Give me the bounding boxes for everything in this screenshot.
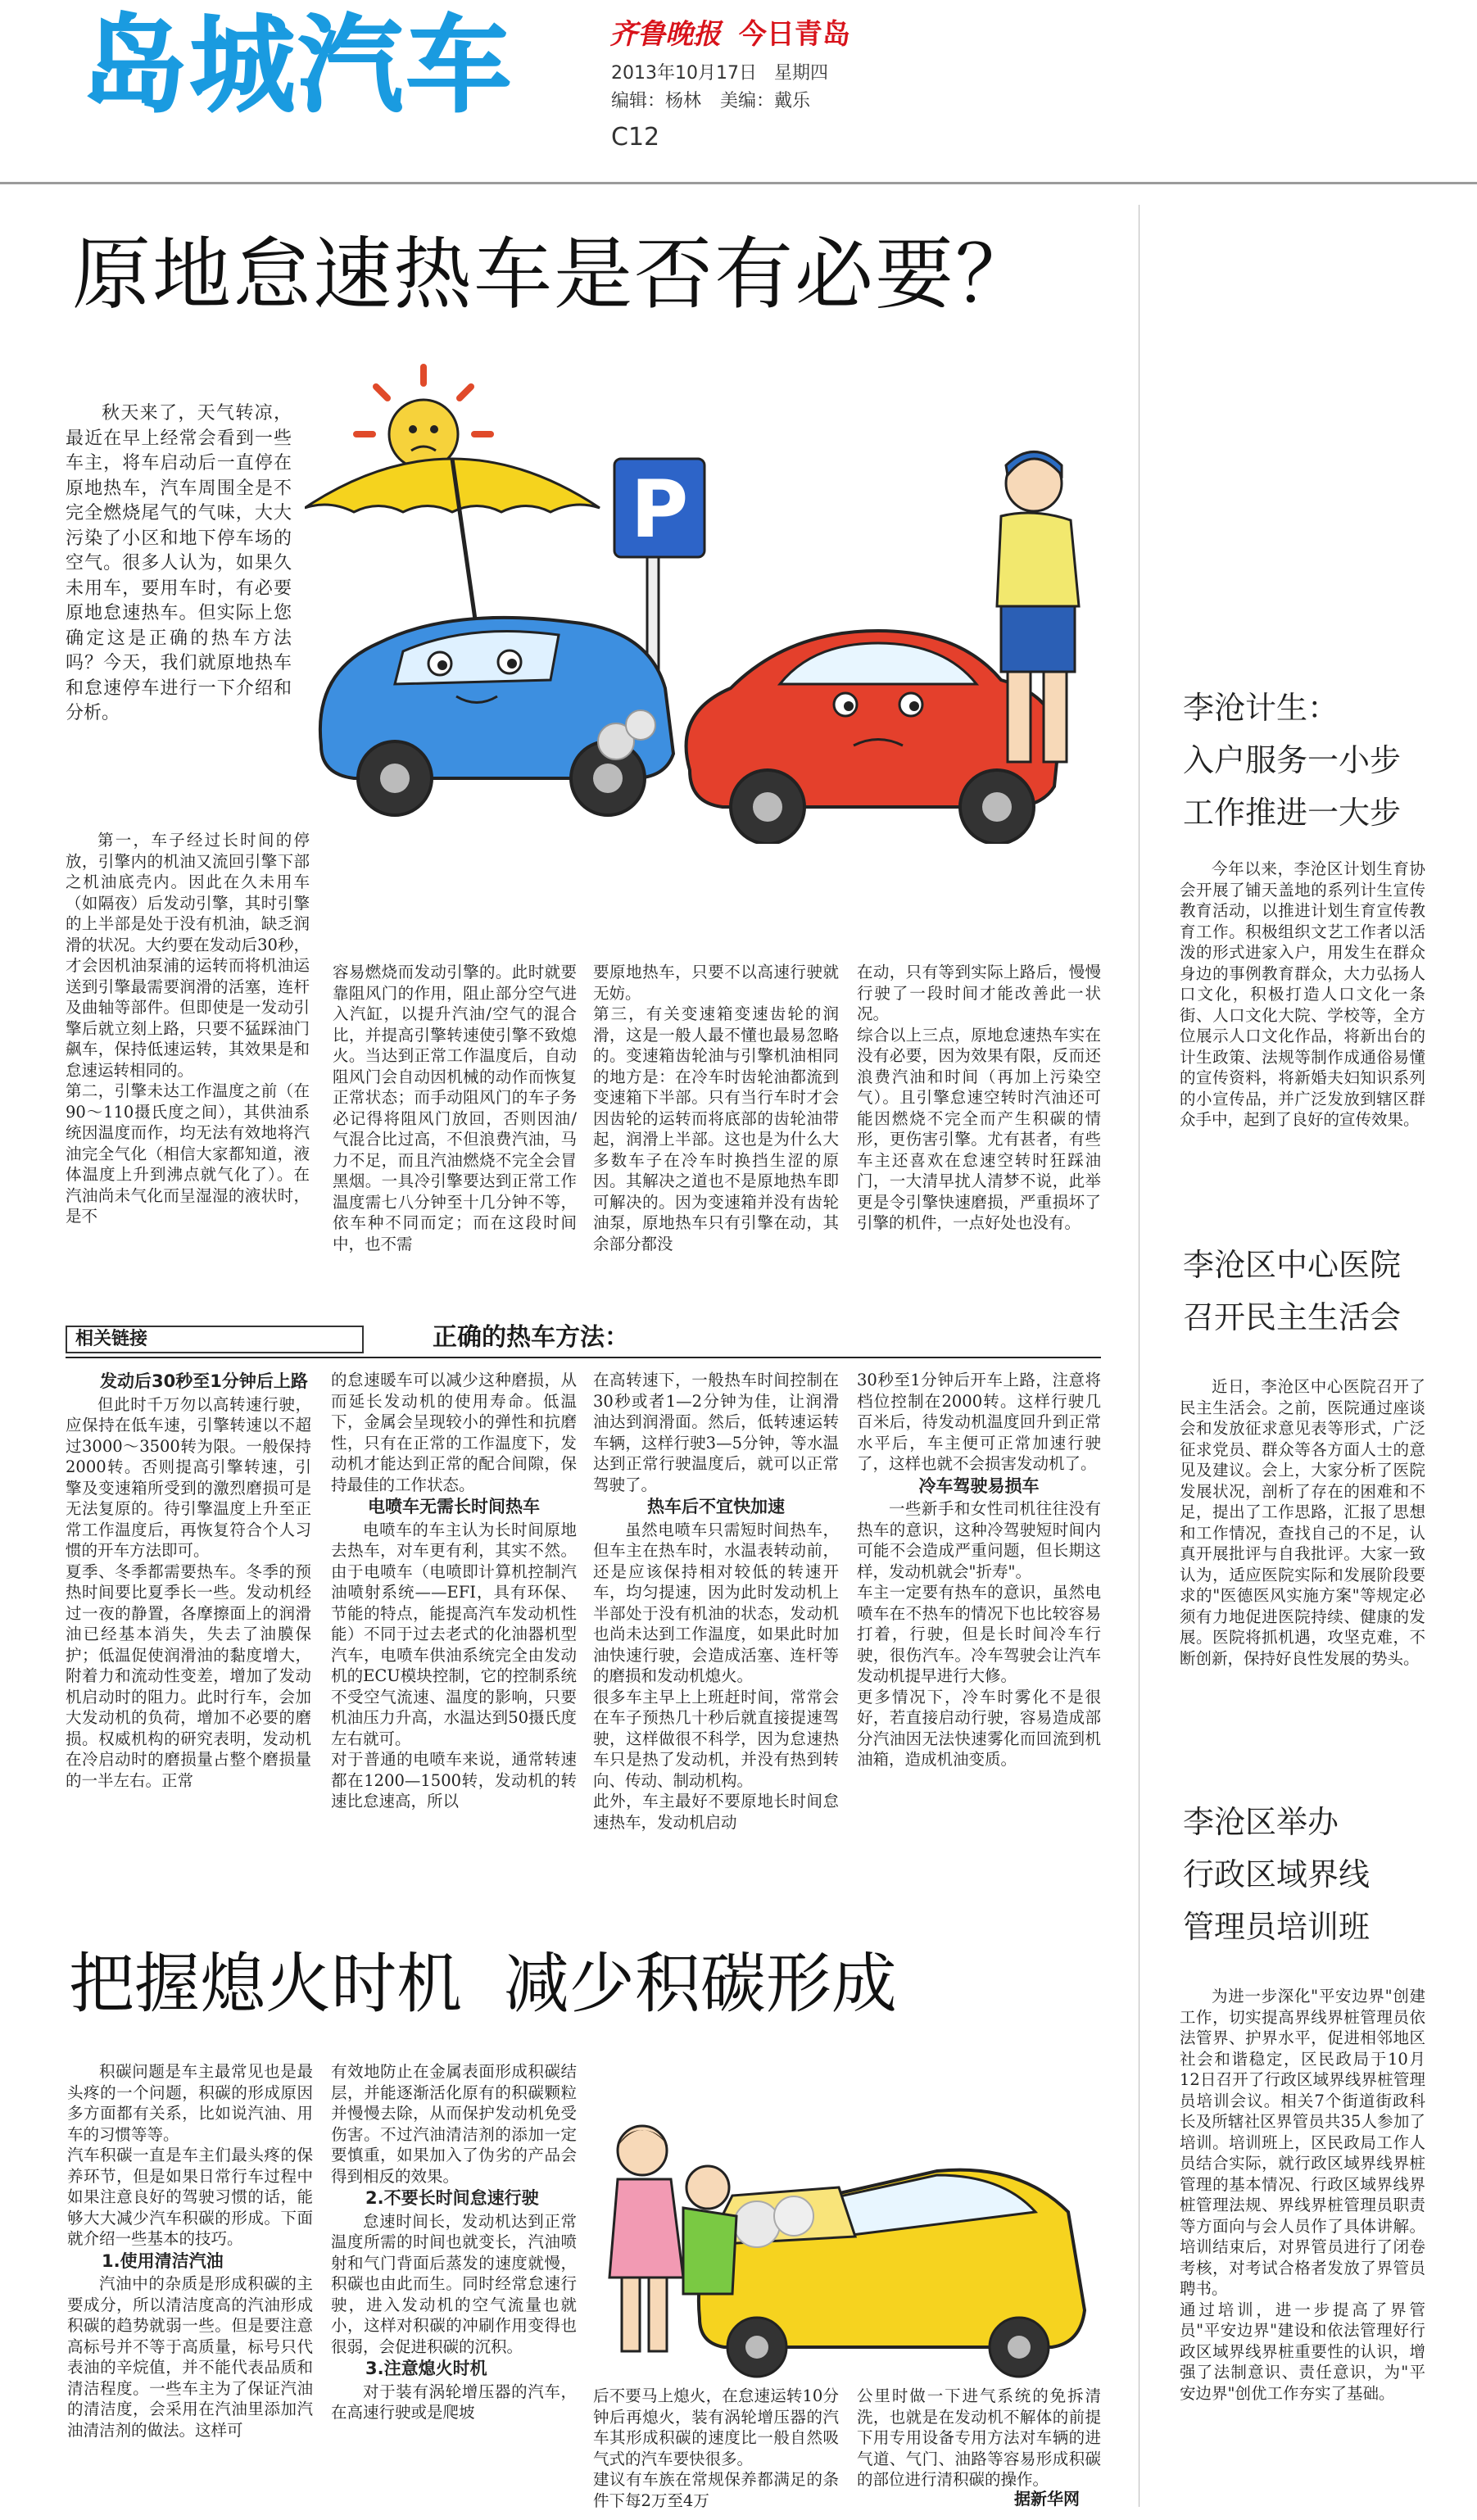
related-col2-heading: 电喷车无需长时间热车 bbox=[368, 1497, 540, 1516]
editor: 编辑：杨林 bbox=[611, 91, 702, 111]
article2-source: 据新华网 bbox=[1014, 2489, 1080, 2509]
related-col1-heading: 发动后30秒至1分钟后上路 bbox=[100, 1371, 308, 1391]
article1-col1 bbox=[66, 830, 310, 1317]
article2-col1-text-b: 汽油中的杂质是形成积碳的主要成分，所以清洁度高的汽油形成积碳的趋势就弱一些。但是要注意高标号并不等于高质量，标号只代表油的辛烷值，并不能代表品质和清洁程度。一些车主为了保证汽油的清洁度，会采用在汽油里添加汽油清洁剂的做法。这样可 bbox=[67, 2274, 313, 2440]
related-col4-heading: 冷车驾驶易损车 bbox=[918, 1475, 1040, 1496]
article1-col4 bbox=[857, 962, 1101, 1317]
sidebar-item3-title-b: 行政区域界线 bbox=[1183, 1856, 1371, 1892]
sidebar-item2-title-a: 李沧区中心医院 bbox=[1183, 1247, 1402, 1283]
related-col4 bbox=[857, 1370, 1101, 1902]
related-col1 bbox=[66, 1370, 311, 1902]
sidebar-item2-body bbox=[1180, 1376, 1425, 1802]
article2-col2-text: 有效地防止在金属表面形成积碳结层，并能逐渐活化原有的积碳颗粒并慢慢去除，从而保护发动机免受伤害。不过汽油清洁剂的添加一定要慎重，如果加入了伪劣的产品会得到相反的效果。 bbox=[331, 2062, 577, 2186]
date: 2013年10月17日 bbox=[611, 63, 757, 84]
related-col2 bbox=[331, 1370, 577, 1902]
article2-col1 bbox=[67, 2061, 313, 2504]
article1-col3 bbox=[593, 962, 839, 1317]
engine-illustration-svg bbox=[593, 2073, 1101, 2384]
article2-col2-text-c: 对于装有涡轮增压器的汽车，在高速行驶或是爬坡 bbox=[331, 2382, 577, 2422]
related-col3-text: 在高转速下，一般热车时间控制在30秒或者1—2分钟为佳，让润滑油达到润滑面。然后，低转速运转车辆，这样行驶3—5分钟，等水温达到正常行驶温度后，就可以正常驾驶了。 bbox=[593, 1371, 839, 1494]
weekday: 星期四 bbox=[773, 63, 828, 84]
article2-col2-heading: 2.不要长时间怠速行驶 bbox=[365, 2188, 539, 2208]
article2-col2-text-b: 怠速时间长，发动机达到正常温度所需的时间也就变长，汽油喷射和气门背面后蒸发的速度就慢，积碳也由此而生。同时经常怠速行驶，进入发动机的空气流量也就小，这样对积碳的冲刷作用变得也很弱，会促进积碳的沉积。 bbox=[331, 2211, 577, 2356]
related-col3 bbox=[593, 1370, 839, 1902]
sidebar-item1-title bbox=[1183, 682, 1445, 839]
related-col2-text: 的怠速暖车可以减少这种磨损，从而延长发动机的使用寿命。低温下，金属会呈现较小的弹性和抗磨性，只有在正常的工作温度下，发动机才能达到正常的配合间隙，保持最佳的工作状态。 bbox=[331, 1371, 577, 1494]
article2-col1-heading: 1.使用清洁汽油 bbox=[102, 2250, 224, 2271]
related-col1-text: 但此时千万勿以高转速行驶，应保持在低车速，引擎转速以不超过3000～3500转为限。一般保持2000转。否则提高引擎转速，引擎及变速箱所受到的激烈磨损可是无法复原的。待引擎温度上升至正常工作温度后，再恢复符合个人习惯的开车方法即可。 夏季、冬季都需要热车。冬季的预热时间要比夏季长一些。发动机经过一夜的静置，各摩擦面上的润滑油已经基本消失，失去了油膜保护；低温促使润滑油的黏度增大，附着力和流动性变差，增加了发动机启动时的阻力。此时行车，会加大发动机的负荷，增加不必要的磨损。权威机构的研究表明，发动机在冷启动时的磨损量占整个磨损量的一半左右。正常 bbox=[66, 1394, 311, 1790]
article2-col3 bbox=[593, 2386, 839, 2509]
article2-col4-text: 公里时做一下进气系统的免拆清洗，也就是在发动机不解体的前提下用专用设备专用方法对车辆的进气道、气门、油路等容易形成积碳的部位进行清积碳的操作。 bbox=[857, 2386, 1101, 2489]
sidebar-item2-title-b: 召开民主生活会 bbox=[1183, 1299, 1402, 1335]
sidebar-item3-title bbox=[1183, 1796, 1445, 1953]
article2-col2 bbox=[331, 2061, 577, 2504]
related-col2-text-b: 电喷车的车主认为长时间原地去热车，对车更有利，其实不然。由于电喷车（电喷即计算机控制汽油喷射系统——EFI，具有环保、节能的特点，能提高汽车发动机性能）不同于过去老式的化油器机型汽车，电喷车供油系统完全由发动机的ECU模块控制，它的控制系统不受空气流速、温度的影响，只要机油压力升高，水温达到50摄氏度左右就可。 对于普通的电喷车来说，通常转速都在1200—1500转，发动机的转速比怠速高，所以 bbox=[331, 1520, 577, 1811]
article2-headline: 把握熄火时机 减少积碳形成 bbox=[69, 1946, 897, 2022]
related-col3-heading: 热车后不宜快加速 bbox=[647, 1497, 785, 1516]
svg-text:P: P bbox=[630, 464, 689, 555]
paper-name bbox=[609, 11, 850, 52]
masthead bbox=[0, 0, 1477, 180]
article2-col4 bbox=[857, 2386, 1101, 2492]
cars-illustration-svg bbox=[305, 360, 1124, 844]
related-col3-text-b: 虽然电喷车只需短时间热车，但车主在热车时，水温表转动前，还是应该保持相对较低的转速开车，均匀提速，因为此时发动机上半部处于没有机油的状态，发动机也尚未达到工作温度，如果此时加油快速行驶，会造成活塞、连杆等的磨损和发动机熄火。 很多车主早上上班赶时间，常常会在车子预热几十秒后就直接提速驾驶，这样做很不科学，因为怠速热车只是热了发动机，并没有热到转向、传动、制动机构。 此外，车主最好不要原地长时间怠速热车，发动机启动 bbox=[593, 1520, 839, 1832]
masthead-rule bbox=[0, 182, 1477, 184]
page-number: C12 bbox=[611, 123, 660, 152]
related-title: 正确的热车方法： bbox=[433, 1323, 629, 1352]
article1-lead bbox=[66, 401, 292, 727]
edition-name: 今日青岛 bbox=[738, 18, 850, 51]
sidebar-item3-body bbox=[1180, 1986, 1425, 2510]
sidebar-item1-title-b: 入户服务一小步 bbox=[1183, 742, 1402, 778]
article1-col2 bbox=[333, 962, 577, 1317]
sidebar-item3-title-c: 管理员培训班 bbox=[1183, 1909, 1371, 1945]
article1-headline: 原地怠速热车是否有必要？ bbox=[72, 229, 1035, 320]
related-tag: 相关链接 bbox=[75, 1329, 148, 1349]
sidebar-item1-text: 今年以来，李沧区计划生育协会开展了铺天盖地的系列计生宣传教育活动，以推进计划生育宣传教育工作。积极组织文艺工作者以活泼的形式进家入户，用发生在群众身边的事例教育群众，大力弘扬人口文化，积极打造人口文化一条街、人口文化大院、学校等，全方位展示人口文化作品，将新出台的计生政策、法规等制作成通俗易懂的宣传资料，将新婚夫妇知识系列的小宣传品，并广泛发放到辖区群众手中，起到了良好的宣传效果。 bbox=[1180, 859, 1425, 1129]
sidebar-item2-text: 近日，李沧区中心医院召开了民主生活会。之前，医院通过座谈会和发放征求意见表等形式，广泛征求党员、群众等各方面人士的意见及建议。会上，大家分析了医院发展状况，剖析了存在的困难和不足，提出了工作思路，汇报了思想和工作情况，查找自己的不足，认真开展批评与自我批评。大家一致认为，适应医院实际和发展阶段要求的"医德医风实施方案"等规定必须有力地促进医院持续、健康的发展。医院将抓机遇，攻坚克难，不断创新，保持好良性发展的势头。 bbox=[1180, 1377, 1425, 1668]
blue-car-icon bbox=[320, 618, 673, 815]
sidebar-item1-body bbox=[1180, 859, 1425, 1244]
cars-illustration bbox=[305, 360, 1124, 844]
woman-figure-icon bbox=[609, 2126, 683, 2351]
sidebar-item1-title-c: 工作推进一大步 bbox=[1183, 795, 1402, 831]
related-col4-text: 30秒至1分钟后开车上路，注意将档位控制在2000转。这样行驶几百米后，待发动机温度回升到正常水平后，车主便可正常加速行驶了，这样也就不会损害发动机了。 bbox=[857, 1371, 1101, 1473]
sidebar-item1-title-a: 李沧计生： bbox=[1183, 690, 1339, 726]
issue-date bbox=[611, 59, 828, 84]
credits bbox=[611, 87, 810, 112]
designer: 美编：戴乐 bbox=[720, 91, 811, 111]
article2-col3-text: 后不要马上熄火，在怠速运转10分钟后再熄火，装有涡轮增压器的汽车其形成积碳的速度比一般自然吸气式的汽车要快很多。 建议有车族在常规保养都满足的条件下每2万至4万 bbox=[593, 2386, 839, 2509]
related-col4-text-b: 一些新手和女性司机往往没有热车的意识，这种冷驾驶短时间内可能不会造成严重问题，但长期这样，发动机就会"折寿"。 车主一定要有热车的意识，虽然电喷车在不热车的情况下也比较容易打着，行驶，但是长时间冷车行驶，很伤汽车。冷车驾驶会让汽车发动机提早进行大修。 更多情况下，冷车时雾化不是很好，若直接启动行驶，容易造成部分汽油因无法快速雾化而回流到机油箱，造成机油变质。 bbox=[857, 1499, 1101, 1769]
article2-col1-text: 积碳问题是车主最常见也是最头疼的一个问题，积碳的形成原因多方面都有关系，比如说汽油、用车的习惯等等。 汽车积碳一直是车主们最头疼的保养环节，但是如果日常行车过程中如果注意良好的驾驶习惯的话，能够大大减少汽车积碳的形成。下面就介绍一些基本的技巧。 bbox=[67, 2062, 313, 2248]
article1-col1-text: 第一，车子经过长时间的停放，引擎内的机油又流回引擎下部之机油底壳内。因此在久未用车（如隔夜）后发动引擎，其时引擎的上半部是处于没有机油，缺乏润滑的状况。大约要在发动后30秒，才会因机油泵浦的运转而将机油运送到引擎最需要润滑的活塞，连杆及曲轴等部件。但即使是一发动引擎后就立刻上路，只要不猛踩油门飙车，保持低速运转，其效果是和怠速运转相同的。 第二，引擎未达工作温度之前（在90～110摄氏度之间），其供油系统因温度而作，均无法有效地将汽油完全气化（相信大家都知道，液体温度上升到沸点就气化了）。在汽油尚未气化而呈湿湿的液状时，是不 bbox=[66, 831, 310, 1226]
section-title: 岛城汽车 bbox=[82, 5, 515, 127]
engine-illustration bbox=[593, 2073, 1101, 2384]
article1-col4-text: 在动，只有等到实际上路后，慢慢行驶了一段时间才能改善此一状况。 综合以上三点，原地怠速热车实在没有必要，因为效果有限，反而还浪费汽油和时间（再加上污染空气）。且引擎怠速空转时汽油还可能因燃烧不完全而产生积碳的情形，更伤害引擎。尤有甚者，有些车主还喜欢在怠速空转时狂踩油门，一大清早扰人清梦不说，此举更是令引擎快速磨损，严重损坏了引擎的机件，一点好处也没有。 bbox=[857, 963, 1101, 1232]
article1-col2-text: 容易燃烧而发动引擎的。此时就要靠阻风门的作用，阻止部分空气进入汽缸，以提升汽油/空气的混合比，并提高引擎转速使引擎不致熄火。当达到正常工作温度后，自动阻风门会自动因机械的动作而恢复正常状态；而手动阻风门的车子务必记得将阻风门放回，否则因油/气混合比过高，不但浪费汽油，马力不足，而且汽油燃烧不完全会冒黑烟。一具冷引擎要达到正常工作温度需七八分钟至十几分钟不等，依车种不同而定；而在这段时间中，也不需 bbox=[333, 963, 577, 1253]
sidebar-item2-title bbox=[1183, 1239, 1445, 1344]
man-figure-icon-2 bbox=[683, 2166, 736, 2294]
sidebar-item3-text: 为进一步深化"平安边界"创建工作，切实提高界线界桩管理员依法管界、护界水平，促进相邻地区社会和谐稳定，区民政局于10月12日召开了行政区域界线界桩管理员培训会议。相关7个街道街政科长及所辖社区界管员共35人参加了培训。培训班上，区民政局工作人员结合实际，就行政区域界线界桩管理的基本情况、行政区域界线界桩管理法规、界线界桩管理员职责等方面向与会人员作了具体讲解。培训结束后，对界管员进行了闭卷考核，对考试合格者发放了界管员聘书。 通过培训，进一步提高了界管员"平安边界"建设和依法管理好行政区域界线界桩重要性的认识，增强了法制意识、责任意识，为"平安边界"创优工作夯实了基础。 bbox=[1180, 1987, 1425, 2403]
paper-name-text: 齐鲁晚报 bbox=[609, 18, 721, 51]
article1-col3-text: 要原地热车，只要不以高速行驶就无妨。 第三，有关变速箱变速齿轮的润滑，这是一般人最不懂也最易忽略的。变速箱齿轮油与引擎机油相同的地方是：在冷车时齿轮油都流到变速箱下半部。只有当行车时才会因齿轮的运转而将底部的齿轮油带起，润滑上半部。这也是为什么大多数车子在冷车时换挡生涩的原因。其解决之道也不是原地热车即可解决的。因为变速箱并没有齿轮油泵，原地热车只有引擎在动，其余部分都没 bbox=[593, 963, 839, 1253]
article2-col2-heading2: 3.注意熄火时机 bbox=[365, 2359, 487, 2378]
article1-lead-text: 秋天来了，天气转凉，最近在早上经常会看到一些车主，将车启动后一直停在原地热车，汽车周围全是不完全燃烧尾气的气味，大大污染了小区和地下停车场的空气。很多人认为，如果久未用车，要用车时，有必要原地怠速热车。但实际上您确定这是正确的热车方法吗？今天，我们就原地热车和怠速停车进行一下介绍和分析。 bbox=[66, 403, 292, 723]
related-rule bbox=[66, 1357, 1101, 1358]
sidebar-item3-title-a: 李沧区举办 bbox=[1183, 1804, 1339, 1840]
